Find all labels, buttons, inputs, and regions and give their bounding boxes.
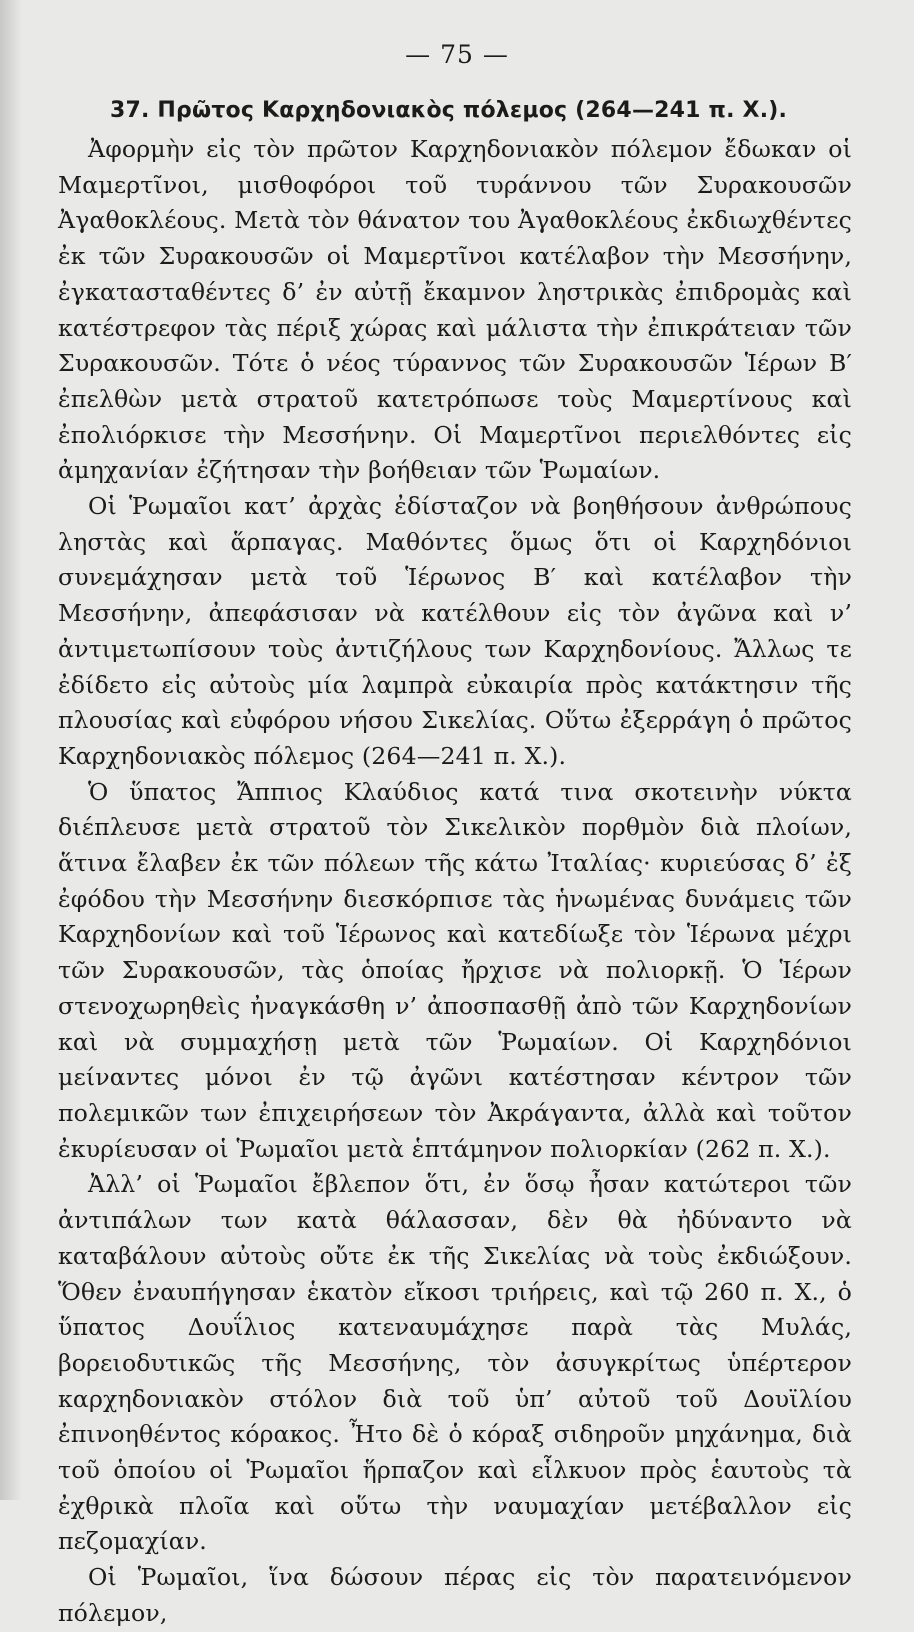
section-heading: 37. Πρῶτος Καρχηδονιακὸς πόλεμος (264—241 π. Χ.). <box>110 98 788 123</box>
paragraph-3: Ὁ ὕπατος Ἄππιος Κλαύδιος κατά τινα σκοτεινὴν νύκτα διέπλευσε μετὰ στρατοῦ τὸν Σικελικὸν πορθμὸν διὰ πλοίων, ἅτινα ἔλαβεν ἐκ τῶν πόλεων τῆς κάτω Ἰταλίας· κυριεύσας δ’ ἐξ ἐφόδου τὴν Μεσσήνην διεσκόρπισε τὰς ἡνωμένας δυνάμεις τῶν Καρχηδονίων καὶ τοῦ Ἱέρωνος καὶ κατεδίωξε τὸν Ἱέρωνα μέχρι τῶν Συρακουσῶν, τὰς ὁποίας ἤρχισε νὰ πολιορκῇ. Ὁ Ἱέρων στενοχωρηθεὶς ἠναγκάσθη ν’ ἀποσπασθῇ ἀπὸ τῶν Καρχηδονίων καὶ νὰ συμμαχήσῃ μετὰ τῶν Ῥωμαίων. Οἱ Καρχηδόνιοι μείναντες μόνοι ἐν τῷ ἀγῶνι κατέστησαν κέντρον τῶν πολεμικῶν των ἐπιχειρήσεων τὸν Ἀκράγαντα, ἀλλὰ καὶ τοῦτον ἐκυρίευσαν οἱ Ῥωμαῖοι μετὰ ἑπτάμηνον πολιορκίαν (262 π. Χ.). <box>58 777 852 1163</box>
paragraph-5: Οἱ Ῥωμαῖοι, ἵνα δώσουν πέρας εἰς τὸν παρατεινόμενον πόλεμον, <box>58 1563 852 1627</box>
paragraph-1: Ἀφορμὴν εἰς τὸν πρῶτον Καρχηδονιακὸν πόλεμον ἔδωκαν οἱ Μαμερτῖνοι, μισθοφόροι τοῦ τυράννου τῶν Συρακουσῶν Ἀγαθοκλέους. Μετὰ τὸν θάνατον του Ἀγαθοκλέους ἐκδιωχθέντες ἐκ τῶν Συρακουσῶν οἱ Μαμερτῖνοι κατέλαβον τὴν Μεσσήνην, ἐγκατασταθέντες δ’ ἐν αὐτῇ ἔκαμνον ληστρικὰς ἐπιδρομὰς καὶ κατέστρεφον τὰς πέριξ χώρας καὶ μάλιστα τὴν ἐπικράτειαν τῶν Συρακουσῶν. Τότε ὁ νέος τύραννος τῶν Συρακουσῶν Ἱέρων Β′ ἐπελθὼν μετὰ στρατοῦ κατετρόπωσε τοὺς Μαμερτίνους καὶ ἐπολιόρκισε τὴν Μεσσήνην. Οἱ Μαμερτῖνοι περιελθόντες εἰς ἀμηχανίαν ἐζήτησαν τὴν βοήθειαν τῶν Ῥωμαίων. <box>58 135 852 485</box>
body-text <box>58 132 852 1632</box>
page-edge-shadow <box>0 0 22 1500</box>
paragraph-4: Ἀλλ’ οἱ Ῥωμαῖοι ἔβλεπον ὅτι, ἐν ὅσῳ ἦσαν κατώτεροι τῶν ἀντιπάλων των κατὰ θάλασσαν, δὲν θὰ ἠδύναντο νὰ καταβάλουν αὐτοὺς οὔτε ἐκ τῆς Σικελίας νὰ τοὺς ἐκδιώξουν. Ὅθεν ἐναυπήγησαν ἑκατὸν εἴκοσι τριήρεις, καὶ τῷ 260 π. Χ., ὁ ὕπατος Δουΐλιος κατεναυμάχησε παρὰ τὰς Μυλάς, βορειοδυτικῶς τῆς Μεσσήνης, τὸν ἀσυγκρίτως ὑπέρτερον καρχηδονιακὸν στόλον διὰ τοῦ ὑπ’ αὐτοῦ τοῦ Δουϊλίου ἐπινοηθέντος κόρακος. Ἦτο δὲ ὁ κόραξ σιδηροῦν μηχάνημα, διὰ τοῦ ὁποίου οἱ Ῥωμαῖοι ἥρπαζον καὶ εἷλκυον πρὸς ἑαυτοὺς τὰ ἐχθρικὰ πλοῖα καὶ οὕτω τὴν ναυμαχίαν μετέβαλλον εἰς πεζομαχίαν. <box>58 1170 852 1556</box>
paragraph-2: Οἱ Ῥωμαῖοι κατ’ ἀρχὰς ἐδίσταζον νὰ βοηθήσουν ἀνθρώπους ληστὰς καὶ ἅρπαγας. Μαθόντες ὅμως ὅτι οἱ Καρχηδόνιοι συνεμάχησαν μετὰ τοῦ Ἱέρωνος Β′ καὶ κατέλαβον τὴν Μεσσήνην, ἀπεφάσισαν νὰ κατέλθουν εἰς τὸν ἀγῶνα καὶ ν’ ἀντιμετωπίσουν τοὺς ἀντιζήλους των Καρχηδονίους. Ἄλλως τε ἐδίδετο εἰς αὐτοὺς μία λαμπρὰ εὐκαιρία πρὸς κατάκτησιν τῆς πλουσίας καὶ εὐφόρου νήσου Σικελίας. Οὕτω ἐξερράγη ὁ πρῶτος Καρχηδονιακὸς πόλεμος (264—241 π. Χ.). <box>58 492 852 770</box>
page-number: — 75 — <box>405 40 509 69</box>
